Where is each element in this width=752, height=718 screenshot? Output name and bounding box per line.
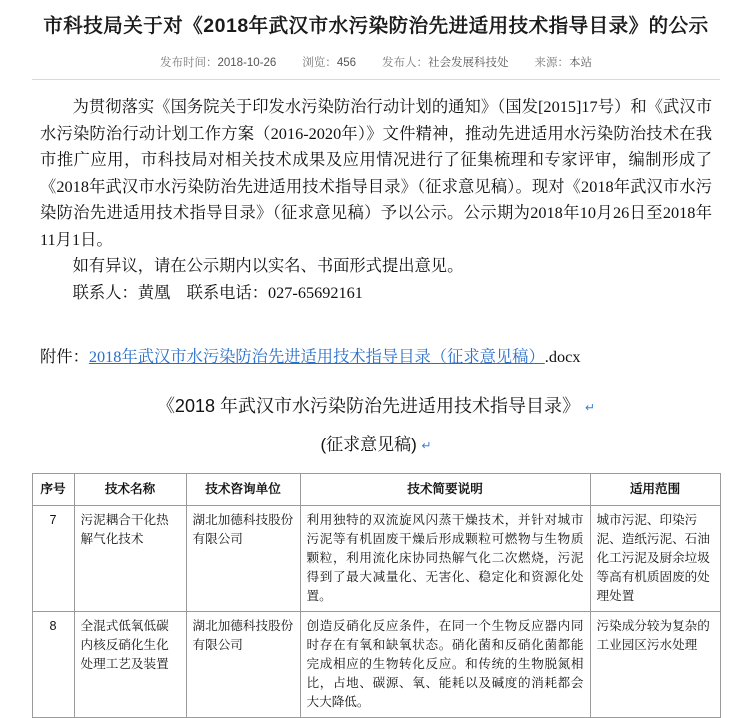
meta-source — [535, 54, 593, 70]
pilcrow-icon: ↵ — [585, 400, 596, 415]
catalog-title — [0, 392, 752, 418]
meta-publish-time — [160, 54, 276, 70]
catalog-subtitle — [0, 430, 752, 455]
meta-views-value: 456 — [336, 57, 356, 69]
cell-scope: 污染成分较为复杂的工业园区污水处理 — [590, 612, 720, 718]
attachment-label: 附件： — [40, 347, 89, 366]
cell-org: 湖北加德科技股份有限公司 — [186, 612, 300, 718]
cell-index: 8 — [32, 612, 74, 718]
meta-publisher-label: 发布人： — [382, 57, 428, 69]
column-header-desc: 技术简要说明 — [300, 474, 590, 506]
column-header-scope: 适用范围 — [590, 474, 720, 506]
catalog-subtitle-text: (征求意见稿) — [320, 435, 417, 454]
cell-desc: 利用独特的双流旋风闪蒸干燥技术，并针对城市污泥等有机固废干燥后形成颗粒可燃物与生物质颗粒，利用流化床协同热解气化二次燃烧，污泥得到了最大减量化、无害化、稳定化和资源化处置。 — [300, 506, 590, 612]
page-title: 市科技局关于对《2018年武汉市水污染防治先进适用技术指导目录》的公示 — [43, 15, 709, 37]
meta-publisher-value: 社会发展科技处 — [428, 57, 509, 69]
meta-views — [302, 54, 356, 70]
document-meta — [0, 54, 752, 79]
paragraph-1: 为贯彻落实《国务院关于印发水污染防治行动计划的通知》（国发[2015]17号）和《武汉市水污染防治行动计划工作方案（2016-2020年）》文件精神，推动先进适用水污染防治技术在我市推广应用，市科技局对相关技术成果及应用情况进行了征集梳理和专家评审，编制形成了《2018年武汉市水污染防治先进适用技术指导目录》（征求意见稿）。现对《2018年武汉市水污染防治先进适用技术指导目录》（征求意见稿）予以公示。公示期为2018年10月26日至2018年11月1日。 — [40, 97, 712, 249]
cell-org: 湖北加德科技股份有限公司 — [186, 506, 300, 612]
meta-views-label: 浏览： — [302, 57, 337, 69]
meta-publish-time-value: 2018-10-26 — [217, 57, 277, 69]
cell-scope: 城市污泥、印染污泥、造纸污泥、石油化工污泥及厨余垃圾等高有机质固废的处理处置 — [590, 506, 720, 612]
technology-catalog-table — [32, 473, 721, 718]
column-header-index: 序号 — [32, 474, 74, 506]
cell-index: 7 — [32, 506, 74, 612]
attachment-extension: .docx — [544, 347, 581, 366]
meta-source-label: 来源： — [534, 57, 569, 69]
document-body — [0, 80, 752, 306]
table-row — [32, 612, 720, 718]
pilcrow-icon: ↵ — [421, 438, 432, 453]
meta-publish-time-label: 发布时间： — [159, 57, 218, 69]
table-header-row — [32, 474, 720, 506]
cell-name: 污泥耦合干化热解气化技术 — [74, 506, 186, 612]
table-row — [32, 506, 720, 612]
catalog-title-text: 《2018 年武汉市水污染防治先进适用技术指导目录》 — [156, 396, 580, 416]
attachment-row — [0, 306, 752, 370]
column-header-name: 技术名称 — [74, 474, 186, 506]
paragraph-2: 如有异议，请在公示期内以实名、书面形式提出意见。 — [72, 256, 464, 275]
cell-desc: 创造反硝化反应条件，在同一个生物反应器内同时存在有氧和缺氧状态。硝化菌和反硝化菌都能完成相应的生物转化反应。和传统的生物脱氮相比，占地、碳源、氧、能耗以及碱度的消耗都会大大降低。 — [300, 612, 590, 718]
meta-source-value: 本站 — [569, 57, 592, 69]
paragraph-contact: 联系人：黄凰 联系电话：027-65692161 — [72, 282, 363, 302]
column-header-org: 技术咨询单位 — [186, 474, 300, 506]
cell-name: 全混式低氧低碳内核反硝化生化处理工艺及装置 — [74, 612, 186, 718]
attachment-link[interactable]: 2018年武汉市水污染防治先进适用技术指导目录（征求意见稿） — [88, 347, 545, 366]
meta-publisher — [382, 54, 509, 70]
